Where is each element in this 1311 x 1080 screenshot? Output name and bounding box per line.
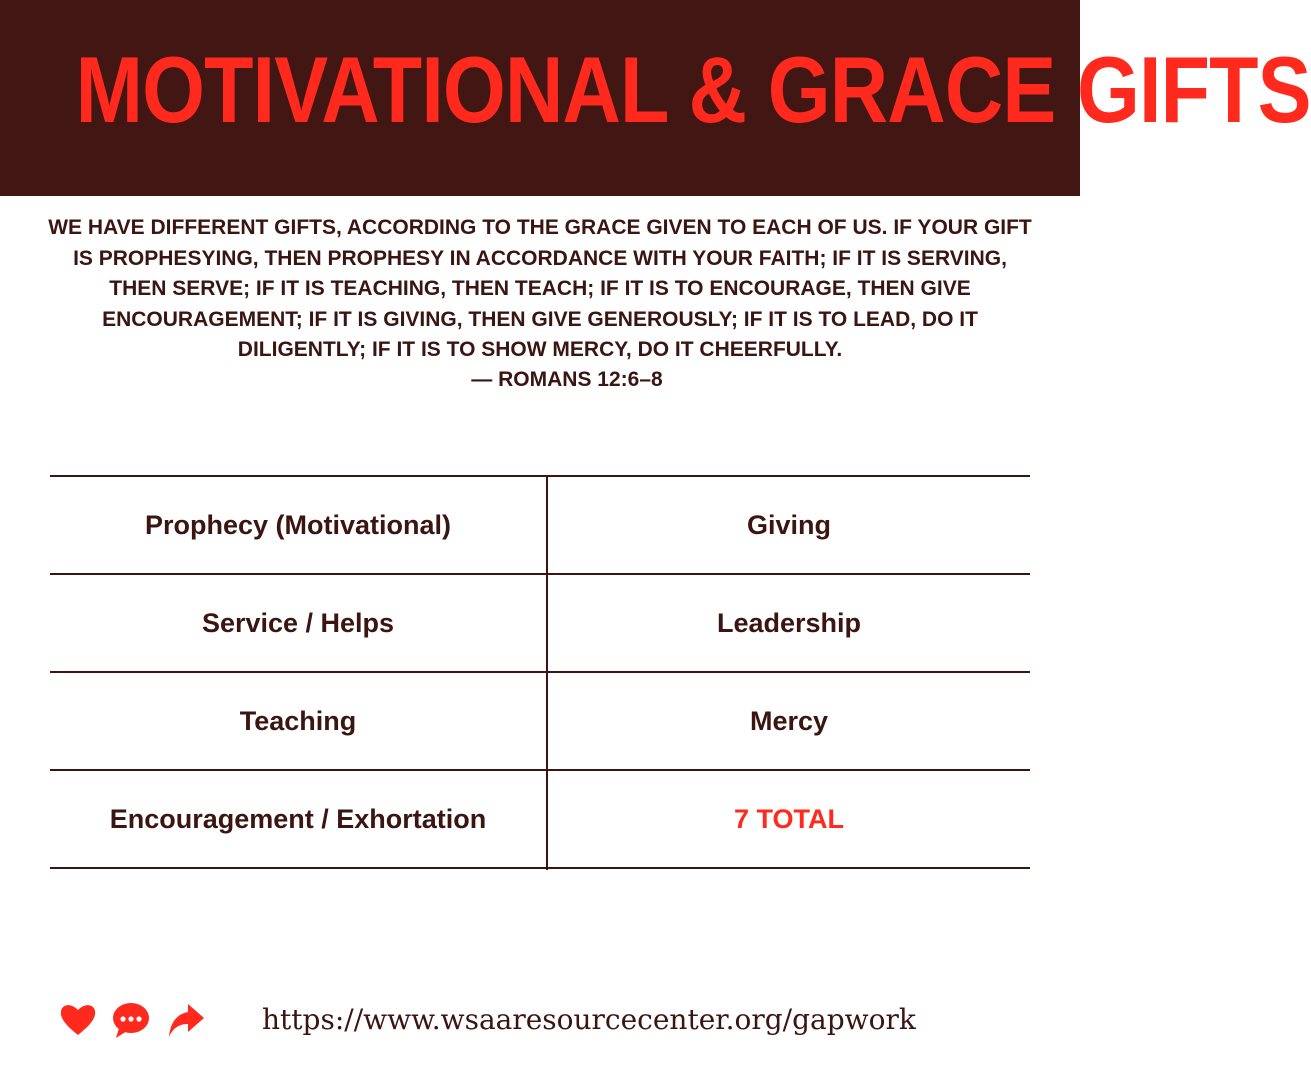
table-cell: Mercy [749, 705, 829, 736]
gifts-table [50, 475, 1030, 870]
table-cell: Prophecy (Motivational) [144, 509, 452, 540]
scripture-quote: WE HAVE DIFFERENT GIFTS, ACCORDING TO THE GRACE GIVEN TO EACH OF US. IF YOUR GIFT IS PROPHESYING, THEN PROPHESY IN ACCORDANCE WITH YOUR FAITH; IF IT IS SERVING, THEN SERVE; IF IT IS TEACHING, THEN TEACH; IF IT IS TO ENCOURAGE, THEN GIVE ENCOURAGEMENT; IF IT IS GIVING, THEN GIVE GENEROUSLY; IF IT IS TO LEAD, DO IT DILIGENTLY; IF IT IS TO SHOW MERCY, DO IT CHEERFULLY. [48, 216, 1032, 361]
heart-icon[interactable] [58, 1000, 98, 1040]
comment-icon[interactable] [111, 1000, 151, 1040]
table-cell: Giving [746, 509, 831, 540]
table-cell: Teaching [239, 705, 357, 736]
share-icon[interactable] [166, 1000, 206, 1040]
table-cell: Service / Helps [201, 607, 395, 638]
table-cell: Encouragement / Exhortation [109, 803, 487, 834]
total-count-cell: 7 TOTAL [733, 803, 844, 834]
page-title: MOTIVATIONAL & GRACE GIFTS [75, 37, 1311, 142]
website-link[interactable]: https://www.wsaaresourcecenter.org/gapwork [262, 1003, 916, 1036]
header-banner [0, 0, 1311, 196]
table-cell: Leadership [716, 607, 862, 638]
scripture-reference: — ROMANS 12:6–8 [471, 368, 663, 391]
table-divider [50, 867, 1030, 869]
